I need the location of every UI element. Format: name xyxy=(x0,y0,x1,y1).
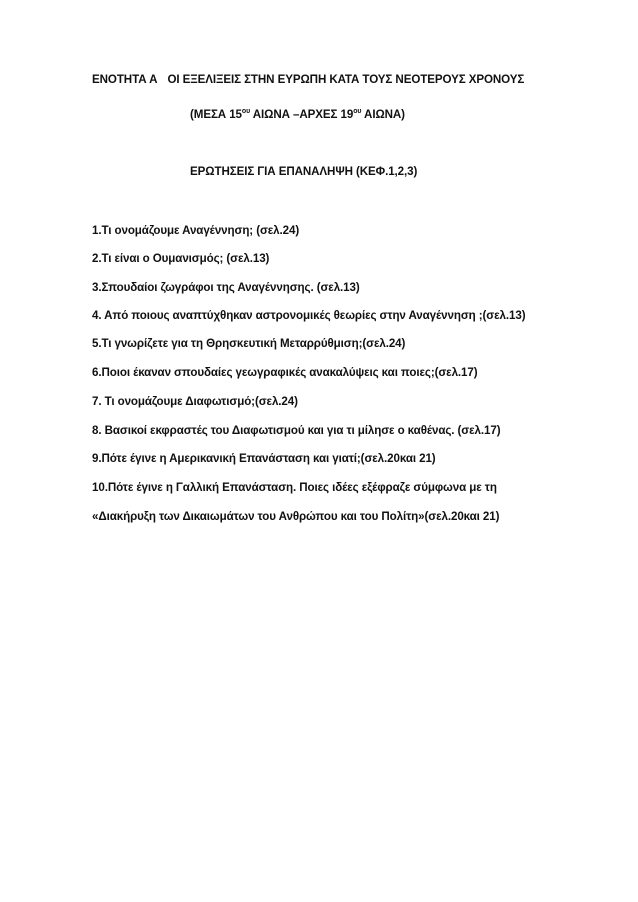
question-2: 2.Τι είναι ο Ουμανισμός; (σελ.13) xyxy=(92,252,270,265)
question-8: 8. Βασικοί εκφραστές του Διαφωτισμού και για τι μίλησε ο καθένας. (σελ.17) xyxy=(92,424,501,437)
question-3: 3.Σπουδαίοι ζωγράφοι της Αναγέννησης. (σελ.13) xyxy=(92,281,360,294)
period-close: ΑΙΩΝΑ) xyxy=(361,108,405,121)
period-open: (ΜΕΣΑ 15 xyxy=(190,108,242,121)
question-1: 1.Τι ονομάζουμε Αναγέννηση; (σελ.24) xyxy=(92,224,300,237)
unit-title-line xyxy=(92,73,524,86)
question-9: 9.Πότε έγινε η Αμερικανική Επανάσταση και γιατί;(σελ.20και 21) xyxy=(92,452,436,465)
question-4: 4. Από ποιους αναπτύχθηκαν αστρονομικές θεωρίες στην Αναγέννηση ;(σελ.13) xyxy=(92,309,526,322)
question-7: 7. Τι ονομάζουμε Διαφωτισμό;(σελ.24) xyxy=(92,395,298,408)
unit-title: ΟΙ ΕΞΕΛΙΞΕΙΣ ΣΤΗΝ ΕΥΡΩΠΗ ΚΑΤΑ ΤΟΥΣ ΝΕΟΤΕΡΟΥΣ ΧΡΟΝΟΥΣ xyxy=(167,73,525,86)
unit-label: ΕΝΟΤΗΤΑ Α xyxy=(92,73,158,86)
period-subtitle xyxy=(190,108,405,121)
section-heading: ΕΡΩΤΗΣΕΙΣ ΓΙΑ ΕΠΑΝΑΛΗΨΗ (ΚΕΦ.1,2,3) xyxy=(190,165,418,178)
period-superscript-1: ου xyxy=(241,108,251,115)
question-6: 6.Ποιοι έκαναν σπουδαίες γεωγραφικές ανακαλύψεις και ποιες;(σελ.17) xyxy=(92,366,478,379)
period-superscript-2: ου xyxy=(353,108,362,115)
period-middle: ΑΙΩΝΑ –ΑΡΧΕΣ 19 xyxy=(250,108,354,121)
question-10-continuation: «Διακήρυξη των Δικαιωμάτων του Ανθρώπου και του Πολίτη»(σελ.20και 21) xyxy=(92,510,500,523)
question-10: 10.Πότε έγινε η Γαλλική Επανάσταση. Ποιες ιδέες εξέφραζε σύμφωνα με τη xyxy=(92,481,497,494)
question-5: 5.Τι γνωρίζετε για τη Θρησκευτική Μεταρρύθμιση;(σελ.24) xyxy=(92,337,406,350)
